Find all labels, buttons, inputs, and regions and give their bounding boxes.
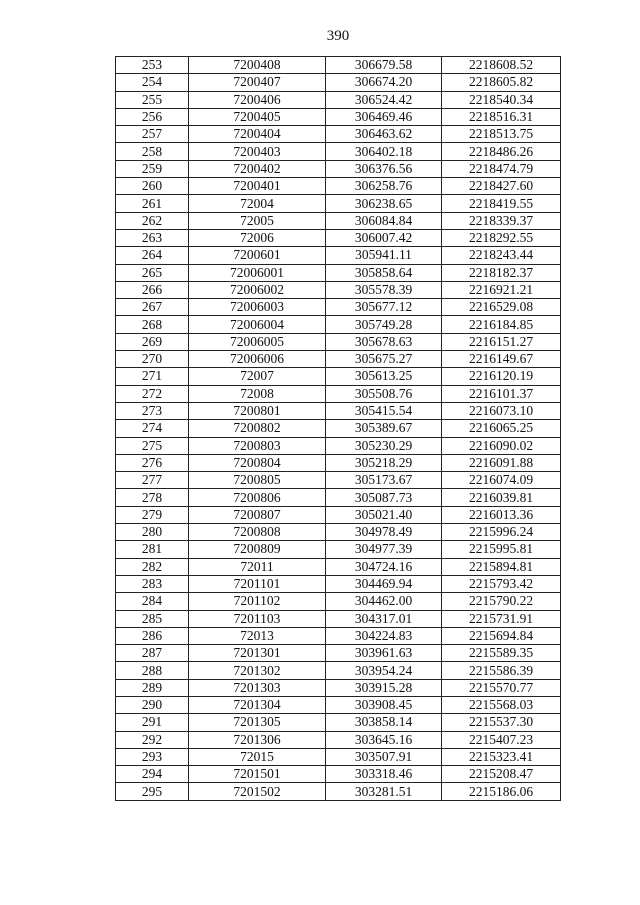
row-number-cell: 266 [116,281,189,298]
coordinates-table-body [116,57,561,801]
y-coordinate-cell: 2218516.31 [442,108,561,125]
row-number-cell: 290 [116,696,189,713]
table-row [116,264,561,281]
x-coordinate-cell: 305087.73 [326,489,442,506]
y-coordinate-cell: 2218292.55 [442,229,561,246]
point-id-cell: 7200802 [189,420,326,437]
row-number-cell: 292 [116,731,189,748]
y-coordinate-cell: 2215323.41 [442,748,561,765]
point-id-cell: 7200801 [189,402,326,419]
y-coordinate-cell: 2215589.35 [442,645,561,662]
point-id-cell: 72008 [189,385,326,402]
table-row [116,454,561,471]
row-number-cell: 293 [116,748,189,765]
table-row [116,74,561,91]
x-coordinate-cell: 303281.51 [326,783,442,800]
row-number-cell: 294 [116,766,189,783]
row-number-cell: 261 [116,195,189,212]
point-id-cell: 72013 [189,627,326,644]
x-coordinate-cell: 305675.27 [326,351,442,368]
table-row [116,541,561,558]
y-coordinate-cell: 2215586.39 [442,662,561,679]
coordinates-table [115,56,561,801]
row-number-cell: 271 [116,368,189,385]
x-coordinate-cell: 303507.91 [326,748,442,765]
table-row [116,679,561,696]
y-coordinate-cell: 2218474.79 [442,160,561,177]
row-number-cell: 295 [116,783,189,800]
table-row [116,437,561,454]
x-coordinate-cell: 304469.94 [326,575,442,592]
y-coordinate-cell: 2216073.10 [442,402,561,419]
row-number-cell: 291 [116,714,189,731]
x-coordinate-cell: 305858.64 [326,264,442,281]
y-coordinate-cell: 2216091.88 [442,454,561,471]
row-number-cell: 265 [116,264,189,281]
y-coordinate-cell: 2215537.30 [442,714,561,731]
table-row [116,714,561,731]
x-coordinate-cell: 305941.11 [326,247,442,264]
table-row [116,229,561,246]
point-id-cell: 72006005 [189,333,326,350]
row-number-cell: 257 [116,126,189,143]
row-number-cell: 259 [116,160,189,177]
table-row [116,195,561,212]
point-id-cell: 72006001 [189,264,326,281]
y-coordinate-cell: 2218540.34 [442,91,561,108]
row-number-cell: 277 [116,472,189,489]
row-number-cell: 273 [116,402,189,419]
table-row [116,783,561,800]
table-row [116,662,561,679]
point-id-cell: 7201102 [189,593,326,610]
y-coordinate-cell: 2215731.91 [442,610,561,627]
y-coordinate-cell: 2216090.02 [442,437,561,454]
x-coordinate-cell: 306524.42 [326,91,442,108]
row-number-cell: 284 [116,593,189,610]
point-id-cell: 7201305 [189,714,326,731]
row-number-cell: 276 [116,454,189,471]
y-coordinate-cell: 2215208.47 [442,766,561,783]
x-coordinate-cell: 304978.49 [326,524,442,541]
point-id-cell: 72011 [189,558,326,575]
point-id-cell: 7200601 [189,247,326,264]
point-id-cell: 72005 [189,212,326,229]
x-coordinate-cell: 306258.76 [326,178,442,195]
y-coordinate-cell: 2215793.42 [442,575,561,592]
y-coordinate-cell: 2215790.22 [442,593,561,610]
x-coordinate-cell: 303318.46 [326,766,442,783]
table-row [116,178,561,195]
x-coordinate-cell: 303961.63 [326,645,442,662]
table-row [116,351,561,368]
row-number-cell: 282 [116,558,189,575]
table-row [116,575,561,592]
x-coordinate-cell: 306463.62 [326,126,442,143]
point-id-cell: 7201303 [189,679,326,696]
point-id-cell: 7201502 [189,783,326,800]
x-coordinate-cell: 304977.39 [326,541,442,558]
row-number-cell: 269 [116,333,189,350]
x-coordinate-cell: 306402.18 [326,143,442,160]
point-id-cell: 7201101 [189,575,326,592]
point-id-cell: 7200406 [189,91,326,108]
table-row [116,57,561,74]
y-coordinate-cell: 2215186.06 [442,783,561,800]
table-row [116,212,561,229]
table-row [116,420,561,437]
x-coordinate-cell: 305749.28 [326,316,442,333]
row-number-cell: 263 [116,229,189,246]
table-row [116,696,561,713]
row-number-cell: 260 [116,178,189,195]
row-number-cell: 268 [116,316,189,333]
y-coordinate-cell: 2215570.77 [442,679,561,696]
row-number-cell: 255 [116,91,189,108]
y-coordinate-cell: 2216151.27 [442,333,561,350]
y-coordinate-cell: 2216184.85 [442,316,561,333]
row-number-cell: 264 [116,247,189,264]
y-coordinate-cell: 2218513.75 [442,126,561,143]
x-coordinate-cell: 303954.24 [326,662,442,679]
x-coordinate-cell: 305578.39 [326,281,442,298]
page-number: 390 [326,28,350,44]
y-coordinate-cell: 2218427.60 [442,178,561,195]
point-id-cell: 72007 [189,368,326,385]
row-number-cell: 256 [116,108,189,125]
x-coordinate-cell: 305173.67 [326,472,442,489]
point-id-cell: 7200808 [189,524,326,541]
table-row [116,316,561,333]
point-id-cell: 7200407 [189,74,326,91]
table-row [116,247,561,264]
x-coordinate-cell: 303645.16 [326,731,442,748]
row-number-cell: 289 [116,679,189,696]
row-number-cell: 267 [116,299,189,316]
table-row [116,558,561,575]
x-coordinate-cell: 303908.45 [326,696,442,713]
y-coordinate-cell: 2218419.55 [442,195,561,212]
y-coordinate-cell: 2216921.21 [442,281,561,298]
y-coordinate-cell: 2216149.67 [442,351,561,368]
point-id-cell: 7200807 [189,506,326,523]
y-coordinate-cell: 2218182.37 [442,264,561,281]
row-number-cell: 279 [116,506,189,523]
point-id-cell: 7200809 [189,541,326,558]
table-row [116,108,561,125]
point-id-cell: 7200405 [189,108,326,125]
x-coordinate-cell: 305613.25 [326,368,442,385]
x-coordinate-cell: 305677.12 [326,299,442,316]
table-row [116,402,561,419]
table-row [116,281,561,298]
table-row [116,506,561,523]
table-row [116,731,561,748]
table-row [116,91,561,108]
row-number-cell: 283 [116,575,189,592]
point-id-cell: 7200404 [189,126,326,143]
point-id-cell: 72006003 [189,299,326,316]
y-coordinate-cell: 2216074.09 [442,472,561,489]
point-id-cell: 7200803 [189,437,326,454]
row-number-cell: 275 [116,437,189,454]
y-coordinate-cell: 2216120.19 [442,368,561,385]
table-row [116,645,561,662]
table-row [116,766,561,783]
table-row [116,748,561,765]
row-number-cell: 285 [116,610,189,627]
point-id-cell: 7200408 [189,57,326,74]
x-coordinate-cell: 305508.76 [326,385,442,402]
x-coordinate-cell: 306084.84 [326,212,442,229]
point-id-cell: 7200806 [189,489,326,506]
point-id-cell: 72006006 [189,351,326,368]
row-number-cell: 274 [116,420,189,437]
y-coordinate-cell: 2215407.23 [442,731,561,748]
point-id-cell: 7201301 [189,645,326,662]
row-number-cell: 272 [116,385,189,402]
y-coordinate-cell: 2218608.52 [442,57,561,74]
row-number-cell: 262 [116,212,189,229]
x-coordinate-cell: 306469.46 [326,108,442,125]
row-number-cell: 253 [116,57,189,74]
y-coordinate-cell: 2218605.82 [442,74,561,91]
row-number-cell: 288 [116,662,189,679]
x-coordinate-cell: 304317.01 [326,610,442,627]
y-coordinate-cell: 2218486.26 [442,143,561,160]
table-row [116,299,561,316]
table-row [116,143,561,160]
point-id-cell: 72015 [189,748,326,765]
x-coordinate-cell: 304724.16 [326,558,442,575]
y-coordinate-cell: 2216013.36 [442,506,561,523]
table-row [116,160,561,177]
x-coordinate-cell: 306007.42 [326,229,442,246]
point-id-cell: 7200401 [189,178,326,195]
x-coordinate-cell: 305230.29 [326,437,442,454]
table-row [116,627,561,644]
point-id-cell: 72006002 [189,281,326,298]
x-coordinate-cell: 305678.63 [326,333,442,350]
point-id-cell: 72006004 [189,316,326,333]
table-row [116,489,561,506]
x-coordinate-cell: 305389.67 [326,420,442,437]
y-coordinate-cell: 2216101.37 [442,385,561,402]
x-coordinate-cell: 306376.56 [326,160,442,177]
x-coordinate-cell: 305415.54 [326,402,442,419]
table-row [116,368,561,385]
row-number-cell: 258 [116,143,189,160]
row-number-cell: 287 [116,645,189,662]
y-coordinate-cell: 2216529.08 [442,299,561,316]
y-coordinate-cell: 2215894.81 [442,558,561,575]
y-coordinate-cell: 2215995.81 [442,541,561,558]
x-coordinate-cell: 306238.65 [326,195,442,212]
point-id-cell: 7201501 [189,766,326,783]
row-number-cell: 286 [116,627,189,644]
x-coordinate-cell: 304462.00 [326,593,442,610]
x-coordinate-cell: 303858.14 [326,714,442,731]
y-coordinate-cell: 2216065.25 [442,420,561,437]
point-id-cell: 7200804 [189,454,326,471]
x-coordinate-cell: 304224.83 [326,627,442,644]
x-coordinate-cell: 303915.28 [326,679,442,696]
point-id-cell: 72004 [189,195,326,212]
point-id-cell: 7201302 [189,662,326,679]
table-row [116,524,561,541]
row-number-cell: 270 [116,351,189,368]
point-id-cell: 7201306 [189,731,326,748]
point-id-cell: 72006 [189,229,326,246]
table-row [116,472,561,489]
table-row [116,126,561,143]
row-number-cell: 254 [116,74,189,91]
x-coordinate-cell: 305021.40 [326,506,442,523]
x-coordinate-cell: 305218.29 [326,454,442,471]
y-coordinate-cell: 2215568.03 [442,696,561,713]
y-coordinate-cell: 2216039.81 [442,489,561,506]
row-number-cell: 281 [116,541,189,558]
point-id-cell: 7200805 [189,472,326,489]
point-id-cell: 7200402 [189,160,326,177]
point-id-cell: 7201103 [189,610,326,627]
table-row [116,610,561,627]
table-row [116,333,561,350]
table-row [116,385,561,402]
y-coordinate-cell: 2215996.24 [442,524,561,541]
point-id-cell: 7201304 [189,696,326,713]
y-coordinate-cell: 2218243.44 [442,247,561,264]
x-coordinate-cell: 306674.20 [326,74,442,91]
point-id-cell: 7200403 [189,143,326,160]
row-number-cell: 278 [116,489,189,506]
x-coordinate-cell: 306679.58 [326,57,442,74]
y-coordinate-cell: 2218339.37 [442,212,561,229]
y-coordinate-cell: 2215694.84 [442,627,561,644]
row-number-cell: 280 [116,524,189,541]
table-row [116,593,561,610]
